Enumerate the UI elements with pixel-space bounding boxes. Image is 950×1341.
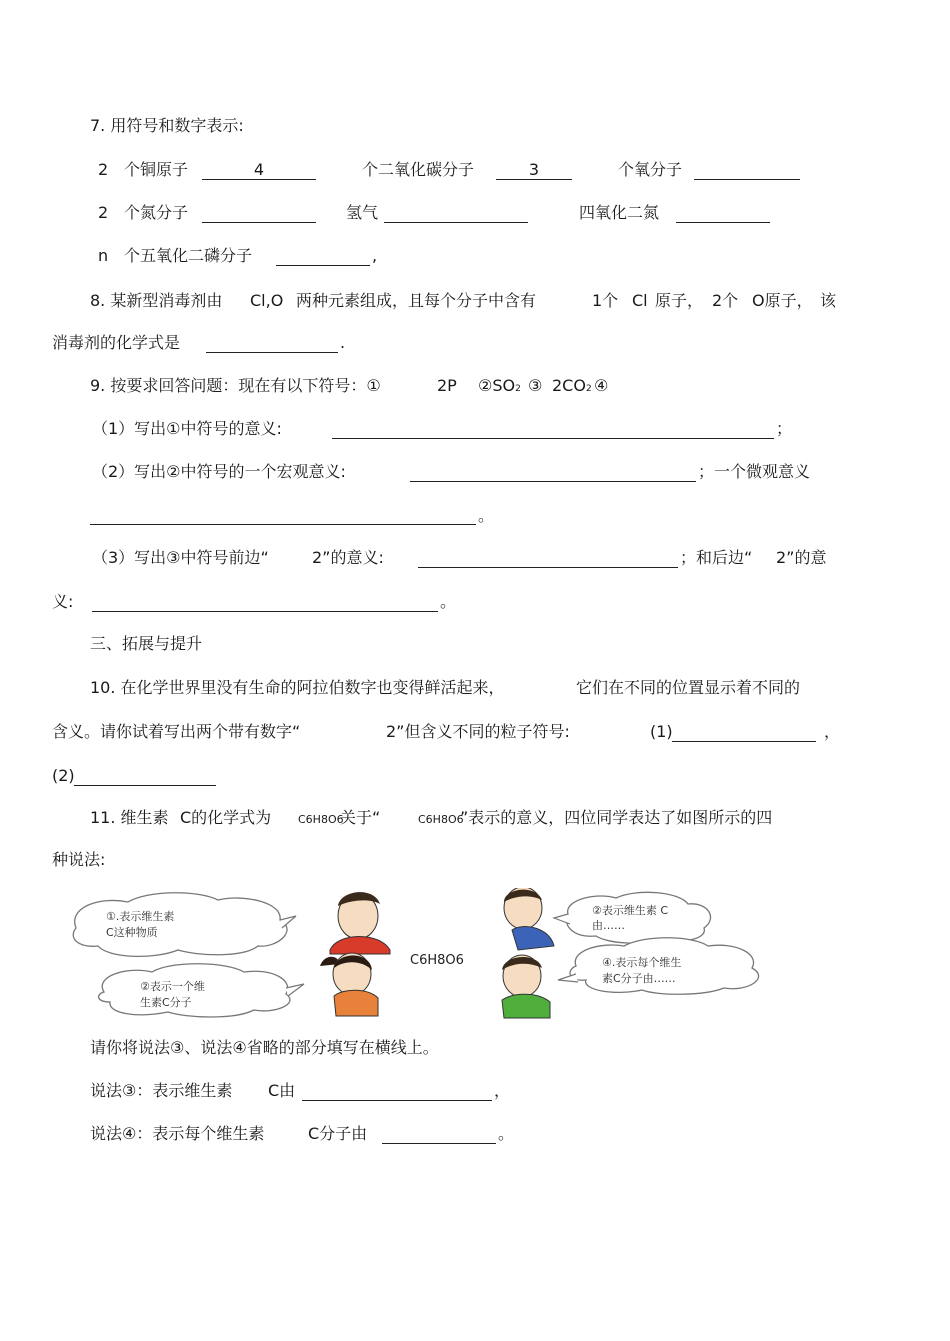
q9-p2-blank1[interactable] (410, 463, 696, 482)
q7-r1-label1: 个铜原子 (124, 160, 189, 179)
figure-formula: C6H8O6 (410, 953, 464, 968)
q9-p2-label: （2）写出②中符号的一个宏观意义: (92, 462, 346, 481)
q10-l1-a: 10. 在化学世界里没有生命的阿拉伯数字也变得鲜活起来， (90, 678, 505, 697)
q8-l1-f: 原子， (655, 291, 704, 310)
q11-s4-end: 。 (498, 1124, 515, 1143)
q8-l1-g: 2个 (712, 291, 739, 310)
q9-p2-blank2[interactable] (90, 506, 476, 525)
q9-p3-c: ；和后边“ (680, 548, 753, 567)
q7-r1-value2: 3 (528, 160, 540, 179)
q11-s3-b: C由 (268, 1081, 296, 1100)
q10-l3-a: (2) (52, 766, 75, 785)
q10-blank1[interactable] (672, 723, 816, 742)
q8-l1-c: 两种元素组成，且每个分子中含有 (296, 291, 537, 310)
q11-l1-a: 11. 维生素 (90, 808, 169, 827)
q9-p3-a: （3）写出③中符号前边“ (92, 548, 269, 567)
q11-formula: C6H8O6 (298, 813, 344, 826)
q11-l1-b: C的化学式为 (180, 808, 272, 827)
q8-l1-b: Cl,O (250, 291, 284, 310)
q9-p1-label: （1）写出①中符号的意义: (92, 419, 282, 438)
q9-p2-end: 。 (478, 506, 495, 525)
q9-symbol1: 2P (437, 376, 457, 395)
q7-r1-num: 2 (98, 160, 109, 179)
q7-r2-blank3[interactable] (676, 204, 770, 223)
q7-r1-blank1[interactable] (202, 161, 316, 180)
bubble3-line1: ②表示一个维 (140, 980, 205, 993)
q7-r2-blank1[interactable] (202, 204, 316, 223)
q11-s4-blank[interactable] (382, 1125, 496, 1144)
student-boy-2 (504, 888, 554, 950)
q8-l1-a: 8. 某新型消毒剂由 (90, 291, 223, 310)
q9-p3-blank2[interactable] (92, 593, 438, 612)
q7-r3-end: , (372, 246, 378, 265)
q10-l2-d: ， (824, 722, 841, 741)
q10-blank2[interactable] (74, 767, 216, 786)
bubble2-line2: 由…… (592, 919, 625, 932)
q7-r1-blank2[interactable] (496, 161, 572, 180)
q7-r3-label: 个五氧化二磷分子 (124, 246, 253, 265)
students-figure (68, 888, 808, 1020)
q9-symbol3: 2CO2 (552, 376, 592, 395)
bubble1-line2: C这种物质 (106, 926, 158, 939)
q9-l1-d: ③ (528, 376, 543, 395)
q11-l1-c: 关于“ (340, 808, 381, 827)
bubble1-line1: ①.表示维生素 (106, 910, 175, 923)
student-girl (320, 953, 378, 1016)
q10-l2-c: (1) (650, 722, 673, 741)
q9-p3-e: 义: (52, 592, 74, 611)
q8-answer-blank[interactable] (206, 334, 338, 353)
q8-l1-i: 该 (820, 291, 837, 310)
q11-s4-a: 说法④：表示每个维生素 (90, 1124, 265, 1143)
q8-l1-d: 1个 (592, 291, 619, 310)
speech-bubble-1 (73, 893, 296, 957)
section-title: 三、拓展与提升 (90, 634, 203, 653)
q7-r3-num: n (98, 246, 109, 265)
q8-l2-a: 消毒剂的化学式是 (52, 333, 181, 352)
q7-r1-label2: 个二氧化碳分子 (362, 160, 475, 179)
q8-l1-e: Cl (632, 291, 648, 310)
q9-symbol2: ②SO2 (478, 376, 521, 395)
bubble4-line2: 素C分子由…… (602, 972, 676, 985)
q7-r2-label1: 个氮分子 (124, 203, 189, 222)
q9-p3-b: 2”的意义: (312, 548, 384, 567)
q7-r2-blank2[interactable] (384, 204, 528, 223)
q10-l2-a: 含义。请你试着写出两个带有数字“ (52, 722, 301, 741)
q7-r2-label2: 氢气 (346, 203, 379, 222)
q7-r1-label3: 个氧分子 (618, 160, 683, 179)
q9-p2-mid: ；一个微观意义 (698, 462, 811, 481)
bubble2-line1: ②表示维生素 C (592, 904, 669, 917)
q9-p1-end: ； (776, 419, 793, 438)
q9-p3-d: 2”的意 (776, 548, 827, 567)
speech-bubble-4 (558, 938, 759, 995)
q8-l2-end: . (340, 333, 346, 352)
q11-s3-blank[interactable] (302, 1082, 492, 1101)
q10-l2-b: 2”但含义不同的粒子符号: (386, 722, 570, 741)
q9-p1-blank[interactable] (332, 420, 774, 439)
q11-l2: 种说法: (52, 850, 106, 869)
speech-bubble-3 (99, 964, 304, 1017)
q9-l1-a: 9. 按要求回答问题：现在有以下符号：① (90, 376, 381, 395)
q11-s4-b: C分子由 (308, 1124, 368, 1143)
q7-title: 7. 用符号和数字表示: (90, 116, 244, 135)
q7-r3-blank[interactable] (276, 247, 370, 266)
q7-r1-value1: 4 (253, 160, 265, 179)
speech-bubble-2 (554, 892, 711, 943)
q9-l1-f: ④ (594, 376, 609, 395)
q11-s3-a: 说法③：表示维生素 (90, 1081, 233, 1100)
q7-r2-label3: 四氧化二氮 (579, 203, 660, 222)
q10-l1-b: 它们在不同的位置显示着不同的 (576, 678, 801, 697)
bubble3-line2: 生素C分子 (140, 996, 192, 1009)
q7-r2-num: 2 (98, 203, 109, 222)
q9-p3-blank1[interactable] (418, 549, 678, 568)
bubble4-line1: ④.表示每个维生 (602, 956, 682, 969)
student-boy-3 (502, 955, 550, 1018)
q11-instruction: 请你将说法③、说法④省略的部分填写在横线上。 (90, 1038, 439, 1057)
student-boy-1 (330, 892, 390, 954)
q11-formula-quoted: C6H8O6 (418, 813, 464, 826)
q11-l1-d: ”表示的意义，四位同学表达了如图所示的四 (460, 808, 773, 827)
q11-s3-end: ， (494, 1081, 511, 1100)
q8-l1-h: O原子， (752, 291, 813, 310)
q9-p3-end: 。 (440, 592, 457, 611)
q7-r1-blank3[interactable] (694, 161, 800, 180)
